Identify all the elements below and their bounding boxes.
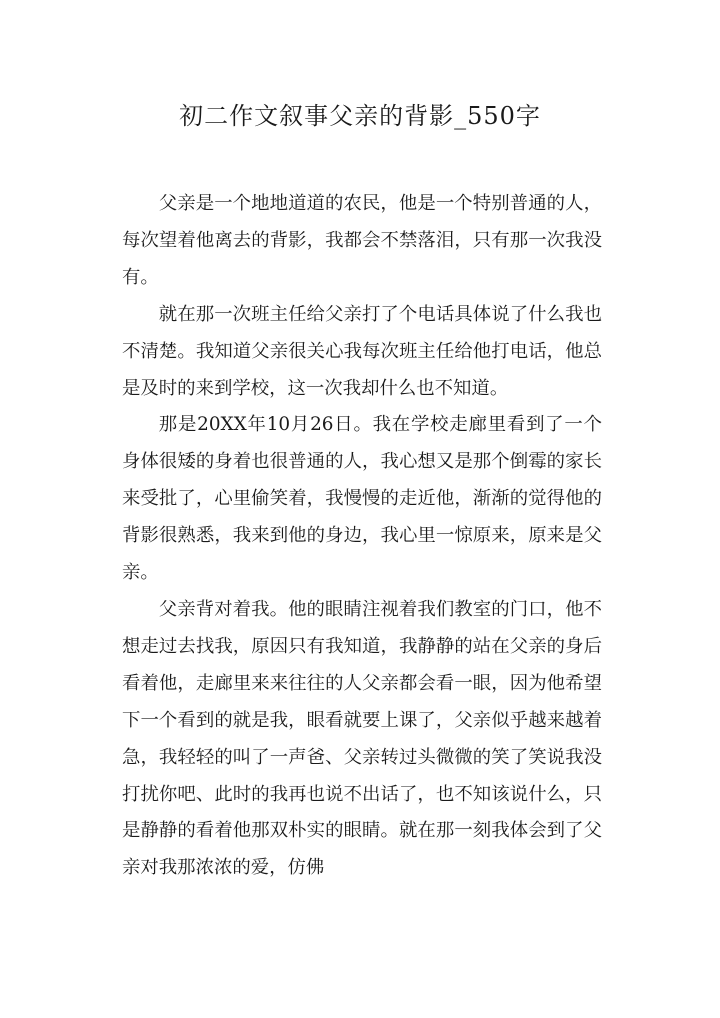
paragraph-2: 就在那一次班主任给父亲打了个电话具体说了什么我也不清楚。我知道父亲很关心我每次班主任给他打电话，他总是及时的来到学校，这一次我却什么也不知道。 — [122, 303, 602, 399]
paragraph-3: 那是20XX年10月26日。我在学校走廊里看到了一个身体很矮的身着也很普通的人，我心想又是那个倒霉的家长来受批了，心里偷笑着，我慢慢的走近他，渐渐的觉得他的背影很熟悉，我来到他的身边，我心里一惊原来，原来是父亲。 — [122, 414, 602, 584]
paragraph-1: 父亲是一个地地道道的农民，他是一个特别普通的人，每次望着他离去的背影，我都会不禁落泪，只有那一次我没有。 — [122, 193, 602, 288]
paragraph-4: 父亲背对着我。他的眼睛注视着我们教室的门口，他不想走过去找我，原因只有我知道，我静静的站在父亲的身后看着他，走廊里来来往往的人父亲都会看一眼，因为他希望下一个看到的就是我，眼看就要上课了，父亲似乎越来越着急，我轻轻的叫了一声爸、父亲转过头微微的笑了笑说我没打扰你吧、此时的我再也说不出话了，也不知该说什么，只是静静的看着他那双朴实的眼睛。就在那一刻我体会到了父亲对我那浓浓的爱，仿佛 — [122, 598, 602, 879]
document-title: 初二作文叙事父亲的背影_550字 — [179, 102, 541, 130]
document-body — [122, 186, 602, 887]
